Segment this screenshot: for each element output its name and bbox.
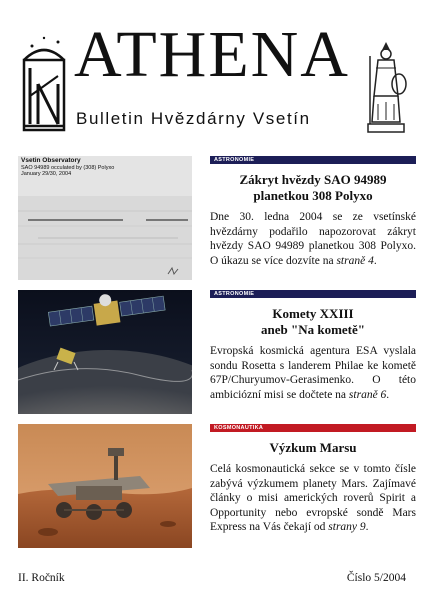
rosetta-photo [18, 290, 192, 414]
page-reference: strany 9 [328, 521, 366, 534]
section-label: ASTRONOMIE [214, 291, 255, 297]
issue-number: Číslo 5/2004 [346, 572, 406, 584]
athena-statue-icon [364, 38, 408, 134]
section-label: ASTRONOMIE [214, 157, 255, 163]
article-body: Dne 30. ledna 2004 se ze vsetínské hvězdárny podařilo napozorovat zákryt hvězdy SAO 94989 planetkou 308 Polyxo. O úkazu se více dozvíte na straně 4. [210, 211, 416, 267]
bulletin-subtitle: Bulletin Hvězdárny Vsetín [76, 109, 311, 128]
occultation-photo [18, 156, 192, 280]
page-reference: straně 4 [336, 254, 374, 267]
section-bar [210, 156, 416, 164]
section-bar [210, 424, 416, 432]
observatory-logo-icon [18, 36, 70, 132]
volume-label: II. Ročník [18, 572, 65, 584]
article-body: Evropská kosmická agentura ESA vyslala sondu Rosetta s landerem Philae ke kometě 67P/Churyumov-Gerasimenko. O této ambiciózní misi se dočtete na straně 6. [210, 345, 416, 401]
photo-caption: Vsetin Observatory SAO 94989 occulated by (308) Polyxo January 29/30, 2004 [21, 157, 115, 177]
masthead [0, 0, 424, 140]
article-occultation [210, 156, 416, 268]
article-headline: Zákryt hvězdy SAO 94989 planetkou 308 Polyxo [239, 172, 387, 203]
article-headline: Komety XXIII aneb "Na kometě" [261, 306, 365, 337]
section-label: KOSMONAUTIKA [214, 425, 264, 431]
article-body: Celá kosmonautická sekce se v tomto čísle zabývá výzkumem planety Mars. Zajímavé články o misi amerických roverů Spirit a Opportunity nebo evropské sondě Mars Express na Vás čekají od strany 9. [210, 463, 416, 534]
article-headline: Výzkum Marsu [269, 440, 357, 455]
article-comets [210, 290, 416, 402]
bulletin-title: ATHENA [74, 18, 350, 91]
section-bar [210, 290, 416, 298]
page-reference: straně 6 [348, 388, 387, 401]
article-mars [210, 424, 416, 535]
mars-rover-photo [18, 424, 192, 548]
